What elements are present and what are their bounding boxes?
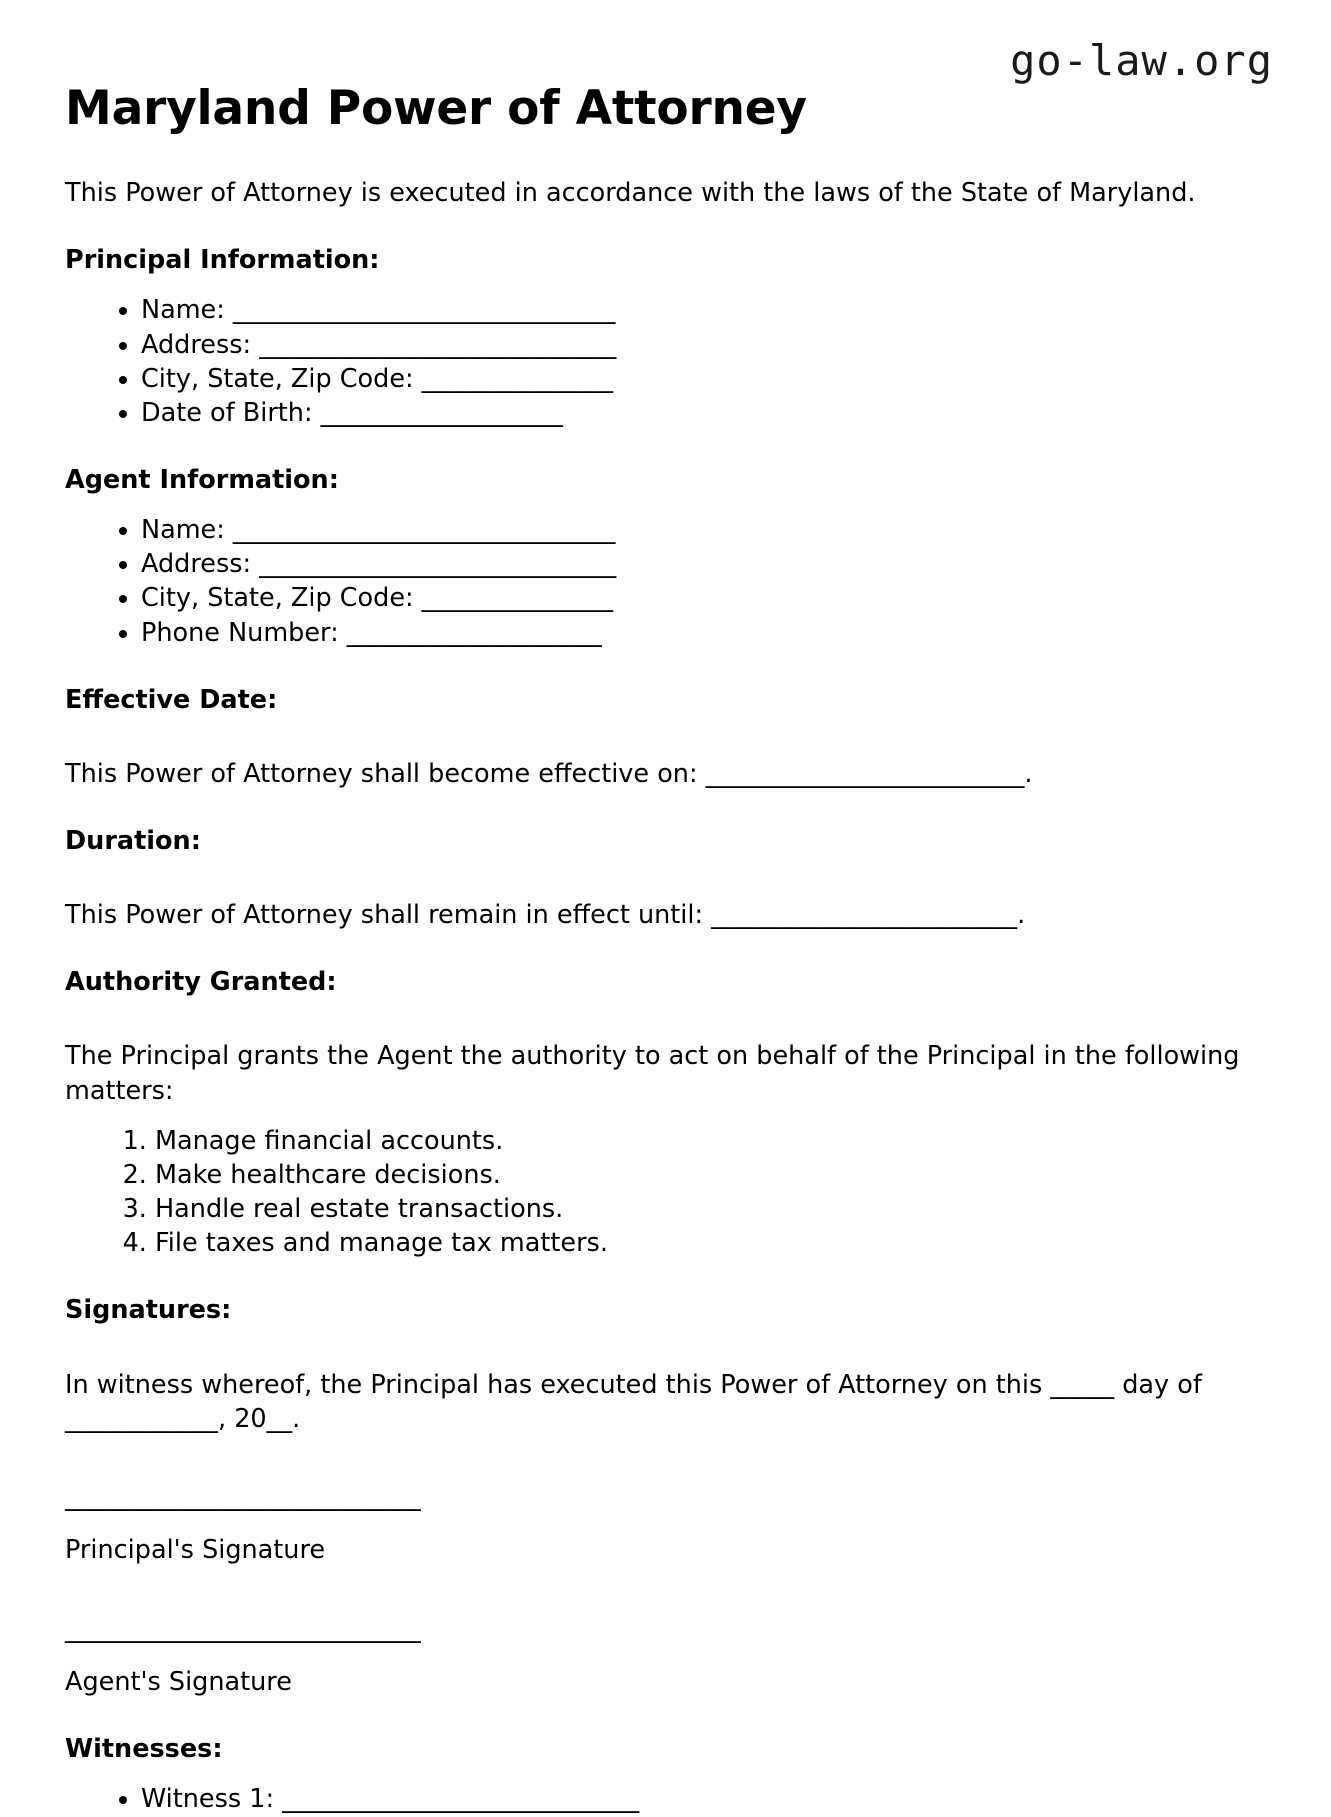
principal-signature-line[interactable]: _____________________________ xyxy=(65,1481,421,1512)
list-item xyxy=(141,513,1266,547)
field-blank-line[interactable]: ____________________________ xyxy=(274,1784,640,1815)
site-watermark: go-law.org xyxy=(1010,36,1273,85)
effective-date-period: . xyxy=(1024,758,1033,789)
list-item: 2. Make healthcare decisions. xyxy=(155,1158,1266,1192)
field-label: City, State, Zip Code: xyxy=(141,583,414,614)
effective-date-paragraph xyxy=(65,717,1266,791)
principal-signature-label: Principal's Signature xyxy=(65,1535,326,1566)
page-title: Maryland Power of Attorney xyxy=(65,81,807,136)
duration-paragraph xyxy=(65,858,1266,932)
field-label: Name: xyxy=(141,295,225,326)
duration-period: . xyxy=(1017,900,1026,931)
field-blank-line[interactable]: ______________________________ xyxy=(224,295,616,326)
intro-paragraph: This Power of Attorney is executed in accordance with the laws of the State of Maryland. xyxy=(65,178,1196,209)
field-label: City, State, Zip Code: xyxy=(141,363,414,394)
field-label: Address: xyxy=(141,329,252,360)
effective-date-text: This Power of Attorney shall become effective on: xyxy=(65,758,698,789)
list-item: 1. Manage financial accounts. xyxy=(155,1124,1266,1158)
list-item: 3. Handle real estate transactions. xyxy=(155,1192,1266,1226)
list-item xyxy=(141,293,1266,327)
list-item: 4. File taxes and manage tax matters. xyxy=(155,1226,1266,1260)
field-blank-line[interactable]: ____________________ xyxy=(338,617,602,648)
section-heading-principal-information: Principal Information: xyxy=(65,245,380,276)
list-item xyxy=(141,396,1266,430)
field-blank-line[interactable]: ______________________________ xyxy=(224,515,616,546)
section-heading-authority-granted: Authority Granted: xyxy=(65,967,337,998)
field-label: Name: xyxy=(141,515,225,546)
duration-blank-line[interactable]: ________________________ xyxy=(703,900,1018,931)
section-heading-witnesses: Witnesses: xyxy=(65,1734,223,1765)
field-label: Address: xyxy=(141,549,252,580)
list-item xyxy=(141,616,1266,650)
duration-text: This Power of Attorney shall remain in effect until: xyxy=(65,900,704,931)
witness-field-list xyxy=(65,1766,1266,1816)
list-item xyxy=(141,581,1266,615)
principal-field-list xyxy=(65,277,1266,430)
agent-signature-label: Agent's Signature xyxy=(65,1667,292,1698)
field-blank-line[interactable]: _______________ xyxy=(413,583,613,614)
field-blank-line[interactable]: ___________________ xyxy=(312,397,563,428)
agent-signature-line[interactable]: _____________________________ xyxy=(65,1613,421,1644)
agent-field-list xyxy=(65,497,1266,650)
field-blank-line[interactable]: ____________________________ xyxy=(251,329,617,360)
list-item xyxy=(141,1782,1266,1816)
section-heading-agent-information: Agent Information: xyxy=(65,464,339,495)
list-item xyxy=(141,328,1266,362)
list-item xyxy=(141,362,1266,396)
effective-date-blank-line[interactable]: _________________________ xyxy=(697,758,1025,789)
witness-statement-paragraph: In witness whereof, the Principal has executed this Power of Attorney on this _____ day of ____________, 20__. xyxy=(65,1369,1202,1434)
authority-intro-paragraph: The Principal grants the Agent the authority to act on behalf of the Principal in the following matters: xyxy=(65,1041,1240,1106)
section-heading-signatures: Signatures: xyxy=(65,1295,232,1326)
field-label: Phone Number: xyxy=(141,617,339,648)
field-blank-line[interactable]: ____________________________ xyxy=(251,549,617,580)
field-blank-line[interactable]: _______________ xyxy=(413,363,613,394)
field-label: Witness 1: xyxy=(141,1784,275,1815)
section-heading-duration: Duration: xyxy=(65,826,201,857)
list-item xyxy=(141,547,1266,581)
authority-granted-list xyxy=(65,1108,1266,1261)
section-heading-effective-date: Effective Date: xyxy=(65,684,278,715)
field-label: Date of Birth: xyxy=(141,397,313,428)
